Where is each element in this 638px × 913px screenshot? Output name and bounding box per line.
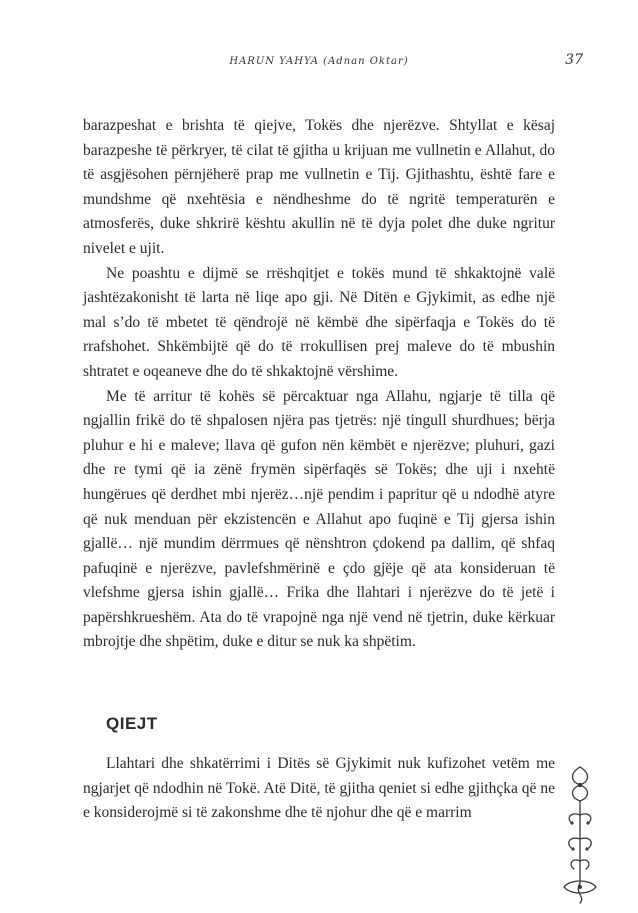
body-text [83, 114, 555, 655]
corner-flourish-ornament [560, 765, 600, 905]
paragraph: Llahtari dhe shkatërrimi i Ditës së Gjykimit nuk kufizohet vetëm me ngjarjet që ndodhin në Tokë. Atë Ditë, të gjitha qeniet si edhe gjithçka që ne e konsiderojmë si të zakonshme dhe të njohur dhe që e marrim [83, 755, 555, 822]
running-title: HARUN YAHYA (Adnan Oktar) [229, 56, 409, 67]
paragraph: Me të arritur të kohës së përcaktuar nga Allahu, ngjarje të tilla që ngjallin frikë do të shpalosen njëra pas tjetrës: një tingull shurdhues; bërja pluhur e hi e maleve; llava që gufon nën këmbët e njerëzve; pluhuri, gazi dhe re tymi që ia zënë frymën sipërfaqës së Tokës; dhe uji i nxehtë hungërues që derdhet mbi njerëz…një pendim i papritur që u ndodhë atyre që nuk menduan për ekzistencën e Allahut apo fuqinë e Tij gjersa ishin gjallë… një mundim dërrmues që nënshtron çdokend pa dallim, që shfaq pafuqinë e njerëzve, pavlefshmërinë e çdo gjëje që ata konsideruan të vlefshme gjersa ishin gjallë… Frika dhe llahtari i njerëzve do të jetë i papërshkrueshëm. Ata do të vrapojnë nga një vend në tjetrin, duke kërkuar mbrojtje dhe shpëtim, duke e ditur se nuk ka shpëtim. [83, 387, 555, 651]
section-heading: QIEJT [106, 714, 158, 733]
paragraph: Ne poashtu e dijmë se rrëshqitjet e tokës mund të shkaktojnë valë jashtëzakonisht të larta në liqe apo gji. Në Ditën e Gjykimit, as edhe një mal s’do të mbetet të qëndrojë në këmbë dhe sipërfaqja e Tokës do të rrafshohet. Shkëmbijtë që do të rrokullisen prej maleve do të mbushin shtratet e oqeaneve dhe do të shkaktojnë vërshime. [83, 264, 555, 380]
page-number: 37 [565, 52, 583, 68]
paragraph: barazpeshat e brishta të qiejve, Tokës dhe njerëzve. Shtyllat e kësaj barazpeshe të përkryer, të cilat të gjitha u krijuan me vullnetin e Allahut, do të asgjësohen përnjëherë prap me vullnetin e Tij. Gjithashtu, është fare e mundshme që nxehtësia e nëndheshme do të ngritë temperaturën e atmosferës, duke shkrirë kështu akullin në të dyja polet dhe duke ngritur nivelet e ujit. [83, 117, 555, 257]
running-head [0, 52, 638, 72]
section-body-text [83, 752, 555, 826]
